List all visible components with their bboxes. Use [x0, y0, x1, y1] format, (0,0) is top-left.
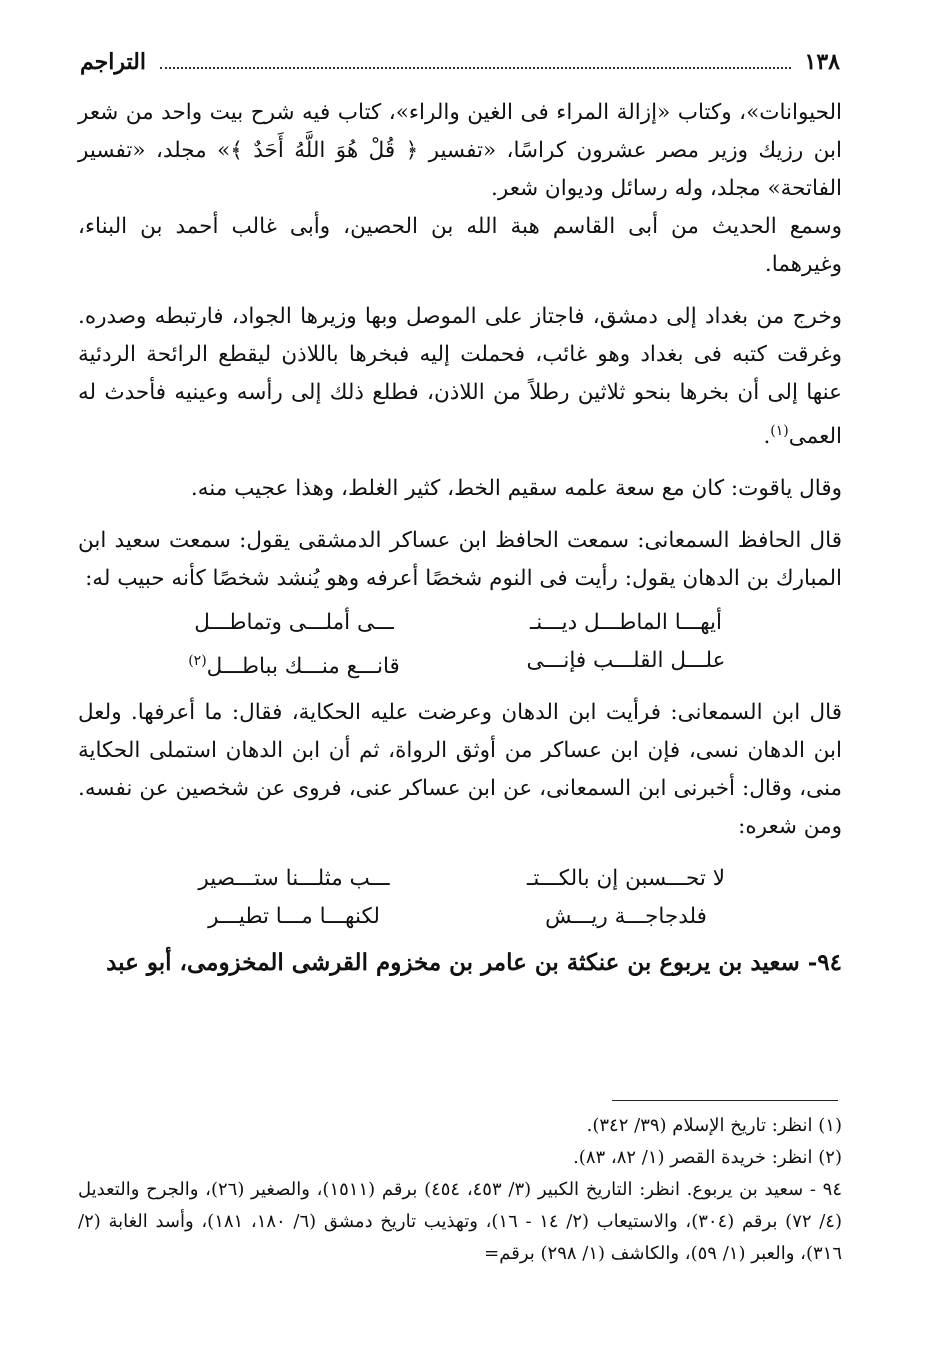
verse-second-hemistich: ـــى أملـــى وتماطـــل [194, 610, 394, 636]
paragraph [78, 298, 842, 456]
running-title: التراجم [80, 49, 146, 75]
footnote-ref: (١) [770, 423, 789, 439]
poem-block [78, 604, 842, 686]
footnote-divider [612, 1100, 838, 1101]
footnote: (٢) انظر: خريدة القصر (١/ ٨٢، ٨٣). [573, 1147, 842, 1168]
paragraph: قال ابن السمعانى: فرأيت ابن الدهان وعرضت عليه الحكاية، فقال: ما أعرفها. ولعل ابن الدهان نسى، فإن ابن عساكر من أوثق الرواة، ثم أن ابن الدهان استملى الحكاية منى، وقال: أخبرنى ابن السمعانى، عن ابن عساكر عنى، فروى عن شخصين عن نفسه. ومن شعره: [78, 700, 842, 840]
poem-block [78, 860, 842, 936]
entry-heading: ٩٤- سعيد بن يربوع بن عنكثة بن عامر بن مخزوم القرشى المخزومى، أبو عبد [106, 949, 842, 977]
paragraph-text: وخرج من بغداد إلى دمشق، فاجتاز على الموصل وبها وزيرها الجواد، فارتبطه وصدره. وغرقت كتبه فى بغداد وهو غائب، فحملت إليه فبخرها باللاذن ليقطع الرائحة الردئية عنها إلى أن بخرها بنحو ثلاثين رطلاً من اللاذن، فطلع ذلك إلى رأسه وعينيه فأحدث له العمى [78, 304, 842, 450]
verse-line [78, 898, 842, 936]
paragraph: الحيوانات»، وكتاب «إزالة المراء فى الغين والراء»، كتاب فيه شرح بيت واحد من شعر ابن رزيك وزير مصر عشرون كراسًا، «تفسير ﴿ قُلْ هُوَ اللَّهُ أَحَدٌ ﴾» مجلد، «تفسير الفاتحة» مجلد، وله رسائل وديوان شعر. [78, 100, 842, 201]
page-header [80, 42, 840, 82]
verse-second-hemistich [148, 642, 440, 686]
paragraph-tail: . [763, 424, 771, 450]
footnote: (١) انظر: تاريخ الإسلام (٣٩/ ٣٤٢). [586, 1115, 842, 1136]
verse-line [78, 604, 842, 642]
verse-line [78, 860, 842, 898]
header-dotted-leader [160, 67, 791, 69]
verse-first-hemistich: أيهـــا الماطـــل ديـــنـ [529, 610, 723, 636]
verse-first-hemistich: لا تحـــسبن إن بالكـــتـ [527, 866, 725, 892]
footnotes [78, 1110, 842, 1270]
verse-text: قانـــع منـــك بباطـــل [206, 654, 400, 680]
footnote-ref: (٢) [188, 653, 207, 670]
paragraph: قال الحافظ السمعانى: سمعت الحافظ ابن عساكر الدمشقى يقول: سمعت سعيد ابن المبارك بن الدهان يقول: رأيت فى النوم شخصًا أعرفه وهو يُنشد شخصًا كأنه حبيب له: [78, 528, 842, 592]
verse-first-hemistich: فلدجاجـــة ريـــش [545, 904, 707, 930]
verse-line [78, 642, 842, 686]
paragraph: وقال ياقوت: كان مع سعة علمه سقيم الخط، كثير الغلط، وهذا عجيب منه. [190, 476, 842, 502]
page-number: ١٣٨ [804, 49, 840, 75]
main-text [78, 94, 842, 982]
footnote: ٩٤ - سعيد بن يربوع. انظر: التاريخ الكبير (٣/ ٤٥٣، ٤٥٤) برقم (١٥١١)، والصغير (٢٦)، والجرح والتعديل (٤/ ٧٢) برقم (٣٠٤)، والاستيعاب (٢/ ١٤ - ١٦)، وتهذيب تاريخ دمشق (٦/ ١٨٠، ١٨١)، وأسد الغابة (٢/ ٣١٦)، والعبر (١/ ٥٩)، والكاشف (١/ ٢٩٨) برقم= [78, 1179, 842, 1264]
verse-second-hemistich: ـــب مثلـــنا ستـــصير [198, 866, 390, 892]
paragraph: وسمع الحديث من أبى القاسم هبة الله بن الحصين، وأبى غالب أحمد بن البناء، وغيرهما. [78, 214, 842, 277]
verse-second-hemistich: لكنهـــا مـــا تطيـــر [208, 904, 380, 930]
verse-first-hemistich: علـــل القلـــب فإنـــى [526, 648, 726, 674]
